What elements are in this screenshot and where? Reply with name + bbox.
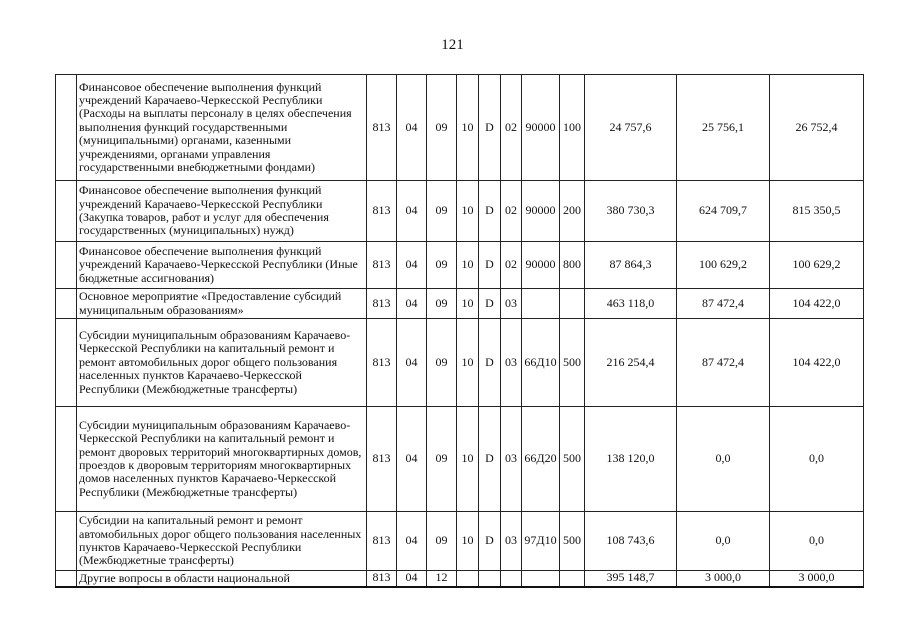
section-code: 04 (397, 512, 427, 571)
event-code: 02 (501, 242, 522, 289)
budget-table (55, 74, 864, 588)
table-row (56, 319, 864, 407)
table-row (56, 181, 864, 242)
subsection-code: 09 (427, 289, 457, 319)
expense-name: Другие вопросы в области национальной (77, 571, 367, 588)
expense-name: Субсидии муниципальным образованиям Карачаево-Черкесской Республики на капитальный ремонт и ремонт дворовых территорий многоквартирных домов, проездов к дворовым территориям многоквартирных домов населенных пунктов Карачаево-Черкесской Республики (Межбюджетные трансферты) (77, 407, 367, 512)
subprogram-code (479, 571, 501, 588)
page-number: 121 (441, 37, 464, 53)
amount-year1: 87 864,3 (585, 242, 677, 289)
ministry-code: 813 (367, 571, 397, 588)
amount-year1: 108 743,6 (585, 512, 677, 571)
amount-year2: 624 709,7 (677, 181, 770, 242)
amount-year3: 104 422,0 (770, 319, 864, 407)
expense-name: Финансовое обеспечение выполнения функций учреждений Карачаево-Черкесской Республики (Закупка товаров, работ и услуг для обеспечения государственных (муниципальных) нужд) (77, 181, 367, 242)
expense-name: Финансовое обеспечение выполнения функций учреждений Карачаево-Черкесской Республики (Расходы на выплаты персоналу в целях обеспечения выполнения функций государственными (муниципальными) органами, казенными учреждениями, органами управления государственными внебюджетными фондами) (77, 75, 367, 181)
event-code: 03 (501, 289, 522, 319)
ministry-code: 813 (367, 512, 397, 571)
amount-year3: 3 000,0 (770, 571, 864, 588)
amount-year2: 0,0 (677, 407, 770, 512)
table-row (56, 571, 864, 588)
amount-year2: 3 000,0 (677, 571, 770, 588)
program-code: 10 (457, 407, 479, 512)
program-code: 10 (457, 512, 479, 571)
blank-cell (56, 512, 77, 571)
expense-type-code: 100 (560, 75, 585, 181)
table-row (56, 75, 864, 181)
amount-year1: 395 148,7 (585, 571, 677, 588)
expense-type-code: 500 (560, 319, 585, 407)
section-code: 04 (397, 407, 427, 512)
table-row (56, 407, 864, 512)
expense-type-code: 200 (560, 181, 585, 242)
direction-code (522, 571, 560, 588)
section-code: 04 (397, 571, 427, 588)
amount-year3: 104 422,0 (770, 289, 864, 319)
subprogram-code: D (479, 181, 501, 242)
direction-code: 97Д10 (522, 512, 560, 571)
table-row (56, 289, 864, 319)
subsection-code: 09 (427, 319, 457, 407)
ministry-code: 813 (367, 289, 397, 319)
section-code: 04 (397, 289, 427, 319)
section-code: 04 (397, 181, 427, 242)
expense-type-code (560, 571, 585, 588)
amount-year1: 380 730,3 (585, 181, 677, 242)
direction-code: 66Д20 (522, 407, 560, 512)
ministry-code: 813 (367, 319, 397, 407)
subsection-code: 09 (427, 181, 457, 242)
blank-cell (56, 289, 77, 319)
table-row (56, 512, 864, 571)
event-code: 02 (501, 181, 522, 242)
blank-cell (56, 181, 77, 242)
subsection-code: 09 (427, 407, 457, 512)
program-code: 10 (457, 319, 479, 407)
ministry-code: 813 (367, 75, 397, 181)
subprogram-code: D (479, 75, 501, 181)
program-code (457, 571, 479, 588)
event-code: 03 (501, 512, 522, 571)
subsection-code: 09 (427, 75, 457, 181)
amount-year1: 216 254,4 (585, 319, 677, 407)
subprogram-code: D (479, 512, 501, 571)
section-code: 04 (397, 242, 427, 289)
amount-year2: 87 472,4 (677, 289, 770, 319)
expense-type-code (560, 289, 585, 319)
amount-year1: 463 118,0 (585, 289, 677, 319)
event-code (501, 571, 522, 588)
blank-cell (56, 75, 77, 181)
expense-type-code: 500 (560, 407, 585, 512)
program-code: 10 (457, 181, 479, 242)
subprogram-code: D (479, 407, 501, 512)
blank-cell (56, 242, 77, 289)
subprogram-code: D (479, 242, 501, 289)
direction-code (522, 289, 560, 319)
event-code: 03 (501, 319, 522, 407)
amount-year2: 100 629,2 (677, 242, 770, 289)
event-code: 03 (501, 407, 522, 512)
amount-year2: 25 756,1 (677, 75, 770, 181)
expense-name: Субсидии муниципальным образованиям Карачаево-Черкесской Республики на капитальный ремонт и ремонт автомобильных дорог общего пользования населенных пунктов Карачаево-Черкесской Республики (Межбюджетные трансферты) (77, 319, 367, 407)
ministry-code: 813 (367, 242, 397, 289)
subprogram-code: D (479, 289, 501, 319)
amount-year3: 26 752,4 (770, 75, 864, 181)
amount-year3: 815 350,5 (770, 181, 864, 242)
event-code: 02 (501, 75, 522, 181)
ministry-code: 813 (367, 407, 397, 512)
direction-code: 90000 (522, 75, 560, 181)
subsection-code: 12 (427, 571, 457, 588)
blank-cell (56, 407, 77, 512)
program-code: 10 (457, 289, 479, 319)
expense-name: Финансовое обеспечение выполнения функций учреждений Карачаево-Черкесской Республики (Иные бюджетные ассигнования) (77, 242, 367, 289)
expense-type-code: 800 (560, 242, 585, 289)
direction-code: 90000 (522, 181, 560, 242)
subprogram-code: D (479, 319, 501, 407)
section-code: 04 (397, 319, 427, 407)
expense-name: Субсидии на капитальный ремонт и ремонт автомобильных дорог общего пользования населенных пунктов Карачаево-Черкесской Республики (Межбюджетные трансферты) (77, 512, 367, 571)
subsection-code: 09 (427, 242, 457, 289)
amount-year3: 0,0 (770, 407, 864, 512)
amount-year1: 24 757,6 (585, 75, 677, 181)
amount-year2: 87 472,4 (677, 319, 770, 407)
direction-code: 90000 (522, 242, 560, 289)
blank-cell (56, 571, 77, 588)
blank-cell (56, 319, 77, 407)
amount-year3: 0,0 (770, 512, 864, 571)
amount-year2: 0,0 (677, 512, 770, 571)
expense-type-code: 500 (560, 512, 585, 571)
program-code: 10 (457, 75, 479, 181)
section-code: 04 (397, 75, 427, 181)
program-code: 10 (457, 242, 479, 289)
amount-year1: 138 120,0 (585, 407, 677, 512)
subsection-code: 09 (427, 512, 457, 571)
table-body (56, 75, 864, 588)
direction-code: 66Д10 (522, 319, 560, 407)
expense-name: Основное мероприятие «Предоставление субсидий муниципальным образованиям» (77, 289, 367, 319)
ministry-code: 813 (367, 181, 397, 242)
amount-year3: 100 629,2 (770, 242, 864, 289)
table-row (56, 242, 864, 289)
